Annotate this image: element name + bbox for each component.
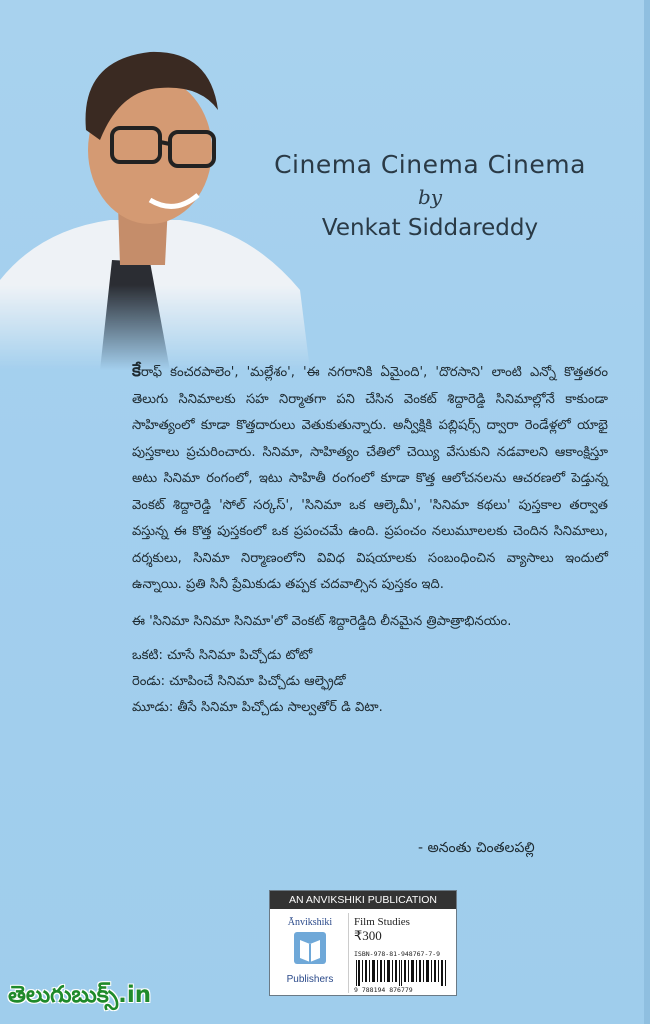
blurb-paragraph-1-text: రాఫ్ కంచరపాలెం', 'మల్లేశం', 'ఈ నగరానికి ఏమైంది', 'దొరసాని' లాంటి ఎన్నో కొత్తతరం తెలుగు సినిమాలకు సహ నిర్మాతగా పని చేసిన వెంకట్ శిద్దారెడ్డి సినిమాల్లోనే కాకుండా సాహిత్యంలో కూడా కొత్తదారులు వెతుకుతున్నారు. అన్వీక్షికి పబ్లిషర్స్ ద్వారా రెండేళ్లలో యాభై పుస్తకాలు ప్రచురించారు. సినిమా, సాహిత్యం చేతిలో చెయ్యి వేసుకుని నడవాలని ఆకాంక్షిస్తూ అటు సినిమా రంగంలో, ఇటు సాహితీ రంగంలో కూడా కొత్త ఆలోచనలను ఆచరణలో పెడ్తున్న వెంకట్ శిద్దారెడ్డి 'సోల్ సర్కస్', 'సినిమా ఒక ఆల్కెమీ', 'సినిమా కథలు' పుస్తకాల తర్వాత వస్తున్న ఈ కొత్త పుస్తకంలో ఒక ప్రపంచమే ఉంది. ప్రపంచం నలుమూలలకు చెందిన సినిమాలు, దర్శకులు, సినిమా నిర్మాణంలోని వివిధ విషయాలకు సంబంధించిన వ్యాసాలు ఇందులో ఉన్నాయి. ప్రతి సినీ ప్రేమికుడు తప్పక చదవాల్సిన పుస్తకం ఇది.: [132, 365, 608, 592]
by-label: by: [417, 185, 443, 209]
category: Film Studies: [354, 916, 410, 928]
barcode: [354, 960, 450, 986]
price: ₹300: [354, 928, 382, 943]
blurb-paragraph-1: [132, 358, 608, 599]
blurb-line-2: రెండు: చూపించే సినిమా పిచ్చోడు ఆల్ఫ్రెడో: [132, 674, 346, 689]
book-title: Cinema Cinema Cinema: [274, 150, 586, 179]
publisher-box: [269, 890, 457, 996]
publisher-label: Publishers: [286, 974, 334, 985]
publisher-info: [354, 913, 454, 994]
barcode-number: 9 788194 876779: [354, 986, 413, 994]
publisher-brand: Ānvikshiki: [287, 917, 333, 928]
blurb-line-1: ఒకటి: చూసే సినిమా పిచ్చోడు టోటో: [132, 648, 313, 663]
publisher-header: AN ANVIKSHIKI PUBLICATION: [270, 891, 456, 909]
isbn: ISBN-978-81-948767-7-9: [354, 950, 441, 958]
author-name: Venkat Siddareddy: [321, 215, 539, 241]
blurb-line-3: మూడు: తీసే సినిమా పిచ్చోడు సాల్వతోర్ డి విటా.: [132, 700, 383, 715]
publisher-logo: [272, 913, 349, 993]
blurb-paragraph-2: ఈ 'సినిమా సినిమా సినిమా'లో వెంకట్ శిద్దారెడ్డిది లీనమైన త్రిపాత్రాభినయం.: [132, 613, 512, 629]
blurb: [132, 358, 608, 721]
site-watermark: తెలుగుబుక్స్.in: [8, 982, 152, 1008]
blurb-signature: - అనంతు చింతలపల్లి: [418, 840, 535, 856]
book-icon: [290, 928, 330, 968]
blurb-lines: [132, 643, 608, 721]
drop-cap: కే: [132, 361, 141, 381]
title-block: [250, 150, 610, 241]
